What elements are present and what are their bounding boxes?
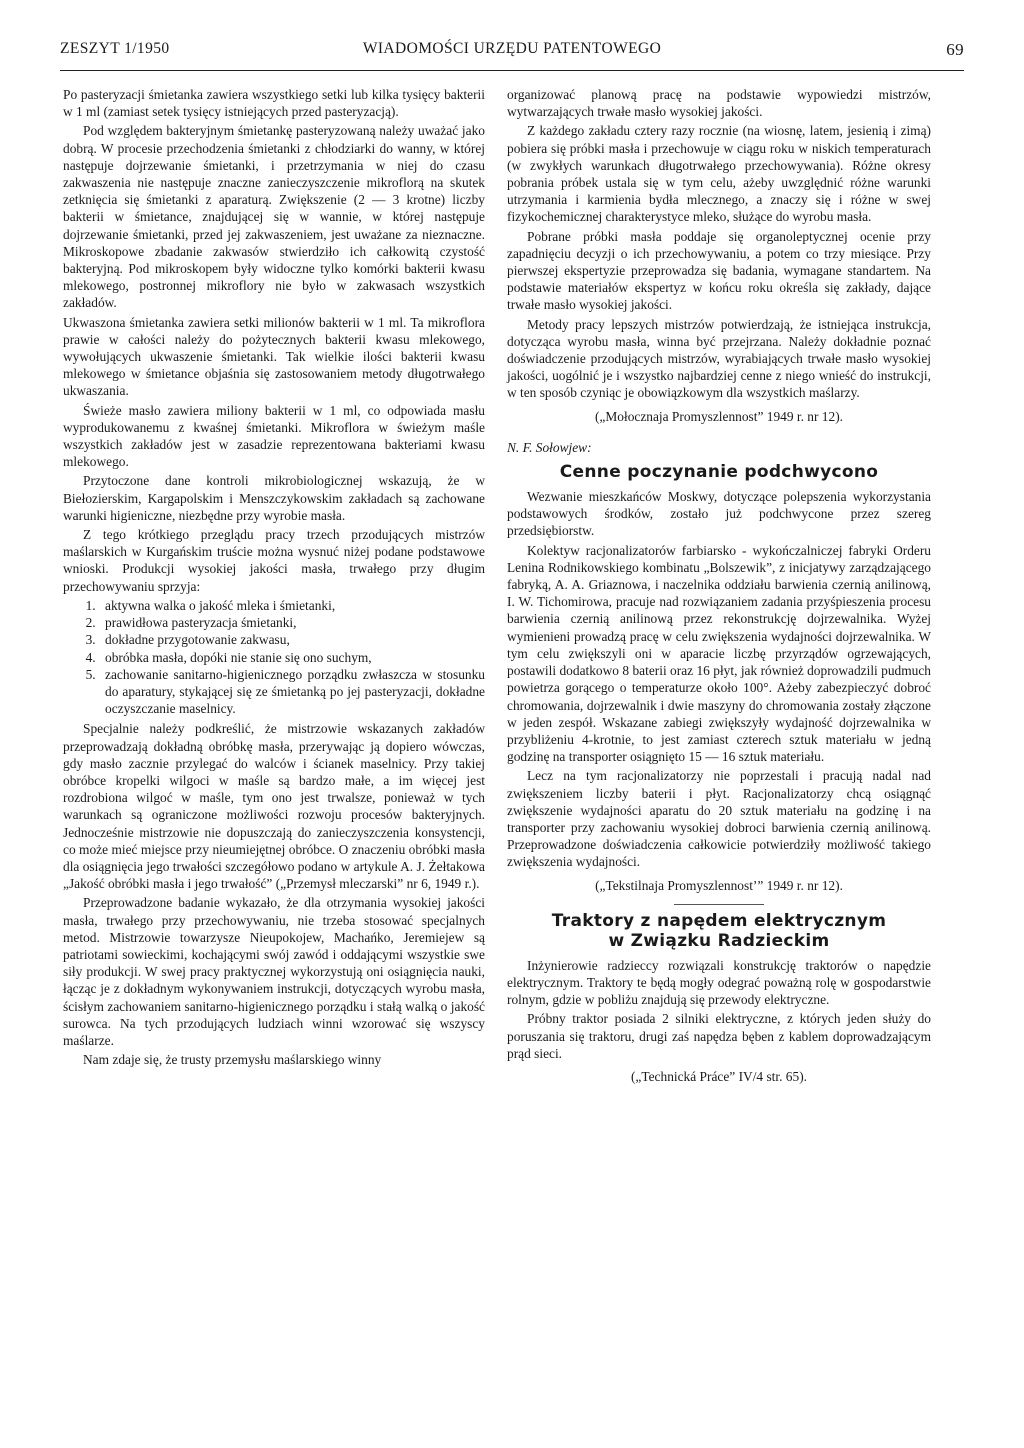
paragraph: Nam zdaje się, że trusty przemysłu maślarskiego winny (83, 1052, 382, 1068)
list-item: 4. obróbka masła, dopóki nie stanie się ono suchym, (99, 649, 485, 666)
paragraph: Metody pracy lepszych mistrzów potwierdzają, że istniejąca instrukcja, dotycząca wyrobu masła, winna być przejrzana. Należy dokładnie poznać doświadczenie przodujących mistrzów, wyrabiających trwałe masło wysokiej jakości, uogólnić je i wszystko najbardziej cenne z niego wnieść do instrukcji, w ten sposób czyniąc je obowiązkowym dla wszystkich maślarzy. (507, 316, 931, 401)
paragraph: Z każdego zakładu cztery razy rocznie (na wiosnę, latem, jesienią i zimą) pobiera się próbki masła i przechowuje w ciągu roku w niskich temperaturach (w zwykłych warunkach długotrwałego przechowywania). Różne okresy pobrania próbek ustala się w tym celu, ażeby uwzględnić różne warunki utrzymania i karmienia bydła mlecznego, a znaczy się i różne w swej fizykochemicznej charakterystyce mleko, służące do wyrobu masła. (507, 123, 931, 225)
source-citation: („Tekstilnaja Promyszlennost’” 1949 r. nr 12). (595, 877, 843, 893)
paragraph: Próbny traktor posiada 2 silniki elektryczne, z których jeden służy do poruszania się traktoru, drugi zaś napędza bęben z kablem doprowadzającym prąd sieci. (507, 1011, 931, 1061)
paragraph: Pobrane próbki masła poddaje się organoleptycznej ocenie przy zapadnięciu decyzji o ich przechowywaniu, a potem co trzy miesiące. Przy pierwszej ekspertyzie przeprowadza się badania, wymagane standartem. Na podstawie materiałów ekspertyz w końcu roku określa się zakłady, dające trwałe masło wysokiej jakości. (507, 228, 931, 313)
section-divider (674, 904, 764, 905)
list-item: 3. dokładne przygotowanie zakwasu, (99, 631, 485, 648)
list-item: 5. zachowanie sanitarno-higienicznego porządku zwłaszcza w stosunku do aparatury, stykającej się ze śmietanką po jej pasteryzacji, dokładne oczyszczanie maselnicy. (99, 666, 485, 718)
paragraph: Lecz na tym racjonalizatorzy nie poprzestali i pracują nadal nad zwiększeniem liczby baterii i płyt. Racjonalizatorzy chcą osiągnąć zwiększenie wydajności aparatu do 20 sztuk materiału na godzinę i na transporter przy zachowaniu wysokiej dobroci barwienia czernią anilinową. Przeprowadzone doświadczenia całkowicie potwierdziły możliwość takiego zwiększenia wydajności. (507, 768, 931, 870)
title-line: Traktory z napędem elektrycznym (551, 910, 887, 931)
author-byline: N. F. Sołowjew: (507, 439, 592, 455)
left-column (63, 86, 485, 1070)
list-item: 2. prawidłowa pasteryzacja śmietanki, (99, 614, 485, 631)
paragraph: Po pasteryzacji śmietanka zawiera wszystkiego setki lub kilka tysięcy bakterii w 1 ml (zamiast setek tysięcy istniejących przed pasteryzacją). (63, 87, 485, 120)
issue-label: ZESZYT 1/1950 (60, 40, 170, 57)
journal-title: WIADOMOŚCI URZĘDU PATENTOWEGO (362, 40, 662, 57)
title-line: w Związku Radzieckim (608, 930, 830, 951)
article-title: Cenne poczynanie podchwycono (559, 462, 879, 483)
paragraph: Wezwanie mieszkańców Moskwy, dotyczące polepszenia wykorzystania podstawowych środków, zostało już podchwycone przez szereg przedsiębiorstw. (507, 489, 931, 539)
source-citation: („Mołocznaja Promyszlennost” 1949 r. nr 12). (594, 408, 844, 424)
paragraph: Świeże masło zawiera miliony bakterii w 1 ml, co odpowiada masłu wyprodukowanemu z kwaśnej śmietanki. Mikroflora w świeżym maśle wszystkich zakładów jest w zasadzie reprezentowana bakteriami kwasu mlekowego. (63, 402, 485, 470)
paragraph: Przeprowadzone badanie wykazało, że dla otrzymania wysokiej jakości masła, trwałego przy przechowywaniu, nie trzeba stosować specjalnych metod. Mistrzowie towarzysze Nieupokojew, Machańko, Jeremiejew są patriotami sowieckimi, kochającymi swój zawód i oddającymi wszystkie swe siły produkcji. W swej pracy praktycznej wykorzystują oni osiągnięcia nauki, łącząc je z dokładnym wykonywaniem instrukcji, dotyczących wyrobu masła, ścisłym zachowaniem sanitarno-higienicznego porządku i stałą walką o jakość surowca. Na tych przodujących ludziach winni wzorować się wszyscy maślarze. (63, 895, 485, 1048)
paragraph: organizować planową pracę na podstawie wypowiedzi mistrzów, wytwarzających trwałe masło wysokiej jakości. (507, 87, 931, 120)
page-number: 69 (946, 40, 964, 59)
paragraph: Kolektyw racjonalizatorów farbiarsko - wykończalniczej fabryki Orderu Lenina Rodnikowskiego kombinatu „Bolszewik”, z inicjatywy zarządzającego fabryką, A. A. Griaznowa, i naczelnika oddziału barwienia czernią anilinową, I. W. Tichomirowa, pracuje nad rozwiązaniem zadania przyśpieszenia procesu barwienia czernią anilinową przez rekonstrukcję dojrzewalnika. Wyżej wymienieni prowadzą pracę w celu zwiększenia wydajności dojrzewalnika. W tym celu zwiększyli oni w aparacie liczbę przyrządów ogrzewających, postawili dodatkowo 8 baterii oraz 16 płyt, jak również doprowadzili pudmuch powietrza gorącego o temperaturze około 100°. Ażeby zabezpieczyć dobroć chromowania, dojrzewalnik i dwie maszyny do chromowania zostały złączone w jeden zespół. Wskazane zabiegi zwiększyły wydajność dojrzewalnika w przybliżeniu 4-krotnie, to jest zamiast czterech sztuk materiału w jedną godzinę na transporter osiągnięto 15 — 16 sztuk materiału. (507, 542, 931, 765)
paragraph: Z tego krótkiego przeglądu pracy trzech przodujących mistrzów maślarskich w Kurgańskim truście można wysnuć niżej podane podstawowe wnioski. Produkcji wysokiej jakości masła, trwałego przy długim przechowywaniu sprzyja: (63, 527, 485, 594)
paragraph: Inżynierowie radzieccy rozwiązali konstrukcję traktorów o napędzie elektrycznym. Traktory te będą mogły odegrać poważną rolę w gospodarstwie rolnym, gdzie w pobliżu znajdują się przewody elektryczne. (507, 957, 931, 1008)
source-citation: („Technická Práce” IV/4 str. 65). (630, 1068, 808, 1084)
conclusions-list (63, 597, 485, 717)
list-item: 1. aktywna walka o jakość mleka i śmietanki, (99, 597, 485, 614)
header-rule (60, 70, 964, 71)
right-column (507, 86, 931, 1093)
paragraph: Specjalnie należy podkreślić, że mistrzowie wskazanych zakładów przeprowadzają dokładną obróbkę masła, przerywając ją dopiero wówczas, gdy masło zacznie przylegać do walców i ścianek maselnicy. Przy takiej obróbce kropelki wilgoci w maśle są bardzo małe, a im więcej jest rozdrobiona wilgoć w maśle, tym ono jest trwalsze, ponieważ w tych warunkach są ograniczone możliwości rozwoju procesów bakteryjnych. Jednocześnie mistrzowie nie dopuszczają do zanieczyszczenia konsystencji, co może mieć miejsce przy nieumiejętnej obróbce. O znaczeniu obróbki masła dla osiągnięcia jego trwałości szczegółowo podano w artykule A. J. Żełtakowa „Jakość obróbki masła i jego trwałość” („Przemysł mleczarski” nr 6, 1949 r.). (63, 721, 485, 892)
page-header (60, 40, 964, 68)
paragraph: Pod względem bakteryjnym śmietankę pasteryzowaną należy uważać jako dobrą. W procesie przechodzenia śmietanki z chłodziarki do wanny, w której następuje dojrzewanie śmietanki, i przetrzymania w niej do czasu zakwaszenia nie następuje znaczne zanieczyszczenie mikroflorą na skutek zetknięcia się śmietanki z aparaturą. Zwiększenie (2 — 3 krotne) liczby bakterii w śmietance, znajdującej się w wannie, w której następuje dojrzewanie śmietanki, przed jej zakwaszeniem, jest uważane za nieznaczne. Mikroskopowe zbadanie zakwasów stwierdziło ich całkowitą czystość bakteryjną. Pod mikroskopem były widoczne tylko komórki bakterii kwasu mlekowego, postronnej mikroflory nie było w zakwasach wszystkich zakładów. (63, 123, 485, 311)
article-title (507, 911, 931, 951)
paragraph: Przytoczone dane kontroli mikrobiologicznej wskazują, że w Biełozierskim, Kargapolskim i Menszczykowskim zakładach są zachowane warunki higieniczne, niezbędne przy wyrobie masła. (63, 473, 485, 523)
paragraph: Ukwaszona śmietanka zawiera setki milionów bakterii w 1 ml. Ta mikroflora prawie w całości należy do pożytecznych bakterii kwasu mlekowego, wywołujących ukwaszenie śmietanki. Tak wielkie ilości bakterii kwasu mlekowego w śmietance objaśnia się zastosowaniem metody długotrwałego ukwaszania. (63, 314, 485, 399)
